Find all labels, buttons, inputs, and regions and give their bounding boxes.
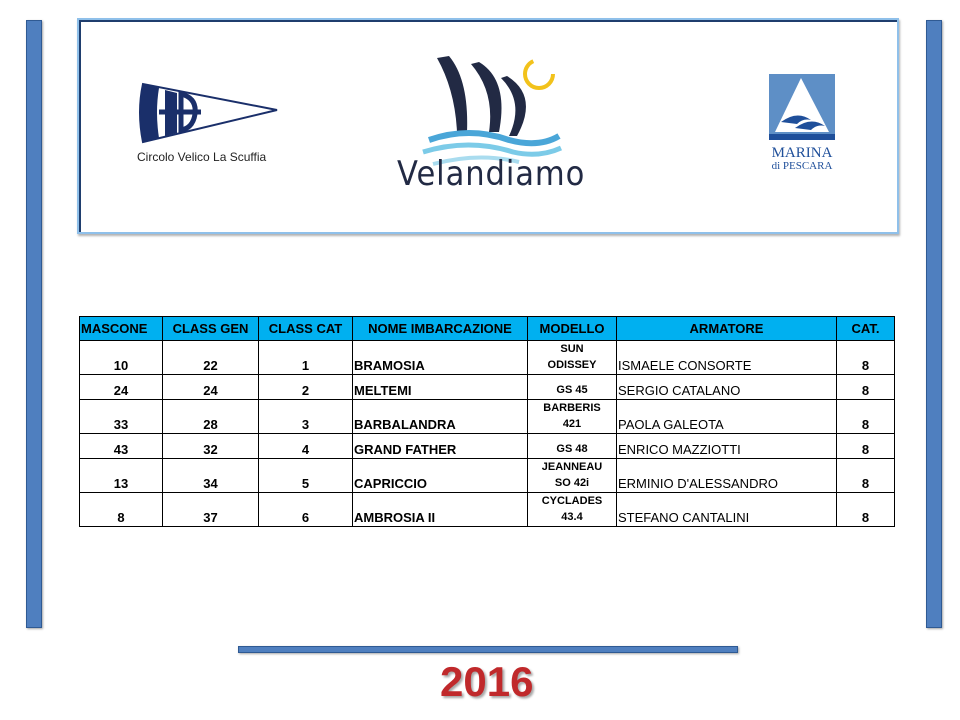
cell-mascone: 13 [80, 459, 163, 493]
cell-modello [528, 493, 617, 527]
cell-mascone: 10 [80, 341, 163, 375]
modello-line-2: SO 42i [554, 477, 590, 489]
cell-armatore: ERMINIO D'ALESSANDRO [617, 459, 837, 493]
cell-class-gen: 22 [163, 341, 259, 375]
cell-cat: 8 [837, 375, 895, 400]
cell-nome: CAPRICCIO [353, 459, 528, 493]
table-row [80, 400, 895, 434]
cell-modello [528, 434, 617, 459]
circolo-velico-logo-text: Circolo Velico La Scuffia [137, 150, 267, 164]
modello-line-1: JEANNEAU [541, 461, 603, 473]
cell-class-cat: 3 [259, 400, 353, 434]
table-row [80, 493, 895, 527]
col-header-modello: MODELLO [528, 317, 617, 341]
cell-nome: GRAND FATHER [353, 434, 528, 459]
marina-pescara-logo-text [767, 146, 837, 172]
cell-class-cat: 2 [259, 375, 353, 400]
bottom-decorative-line [238, 646, 738, 653]
table-row [80, 375, 895, 400]
cell-class-gen: 24 [163, 375, 259, 400]
cell-nome: AMBROSIA II [353, 493, 528, 527]
col-header-class-cat: CLASS CAT [259, 317, 353, 341]
modello-line-2: 421 [562, 418, 582, 430]
cell-class-gen: 37 [163, 493, 259, 527]
col-header-mascone: MASCONE [80, 317, 163, 341]
velandiamo-logo-text: Velandiamo [397, 154, 586, 194]
results-table [79, 316, 895, 527]
pescara-text: di PESCARA [771, 160, 833, 172]
table-row [80, 434, 895, 459]
modello-line-2: ODISSEY [547, 359, 597, 371]
marina-text: MARINA [771, 145, 833, 161]
cell-class-gen: 34 [163, 459, 259, 493]
modello-line-1: CYCLADES [541, 495, 603, 507]
col-header-cat: CAT. [837, 317, 895, 341]
left-decorative-bar [26, 20, 42, 628]
cell-modello [528, 341, 617, 375]
table-header-row [80, 317, 895, 341]
right-decorative-bar [926, 20, 942, 628]
cell-cat: 8 [837, 341, 895, 375]
logo-banner [77, 18, 899, 234]
modello-line-1: GS 45 [556, 384, 588, 396]
modello-line-1: GS 48 [556, 443, 588, 455]
cell-armatore: STEFANO CANTALINI [617, 493, 837, 527]
year-label: 2016 [440, 658, 534, 705]
col-header-nome-imbarcazione: NOME IMBARCAZIONE [353, 317, 528, 341]
cell-mascone: 8 [80, 493, 163, 527]
cell-cat: 8 [837, 459, 895, 493]
table-row [80, 341, 895, 375]
cell-armatore: SERGIO CATALANO [617, 375, 837, 400]
modello-line-2: 43.4 [561, 511, 583, 523]
cell-nome: BARBALANDRA [353, 400, 528, 434]
cell-cat: 8 [837, 400, 895, 434]
cell-class-cat: 5 [259, 459, 353, 493]
cell-armatore: ENRICO MAZZIOTTI [617, 434, 837, 459]
cell-armatore: ISMAELE CONSORTE [617, 341, 837, 375]
cell-cat: 8 [837, 434, 895, 459]
cell-nome: BRAMOSIA [353, 341, 528, 375]
cell-class-cat: 4 [259, 434, 353, 459]
cell-nome: MELTEMI [353, 375, 528, 400]
cell-class-gen: 32 [163, 434, 259, 459]
cell-class-cat: 6 [259, 493, 353, 527]
table-row [80, 459, 895, 493]
modello-line-1: BARBERIS [543, 402, 601, 414]
cell-mascone: 43 [80, 434, 163, 459]
cell-mascone: 24 [80, 375, 163, 400]
cell-class-gen: 28 [163, 400, 259, 434]
cell-modello [528, 400, 617, 434]
cell-class-cat: 1 [259, 341, 353, 375]
cell-modello [528, 459, 617, 493]
cell-cat: 8 [837, 493, 895, 527]
col-header-armatore: ARMATORE [617, 317, 837, 341]
cell-mascone: 33 [80, 400, 163, 434]
modello-line-1: SUN [560, 343, 584, 355]
col-header-class-gen: CLASS GEN [163, 317, 259, 341]
cell-armatore: PAOLA GALEOTA [617, 400, 837, 434]
cell-modello [528, 375, 617, 400]
